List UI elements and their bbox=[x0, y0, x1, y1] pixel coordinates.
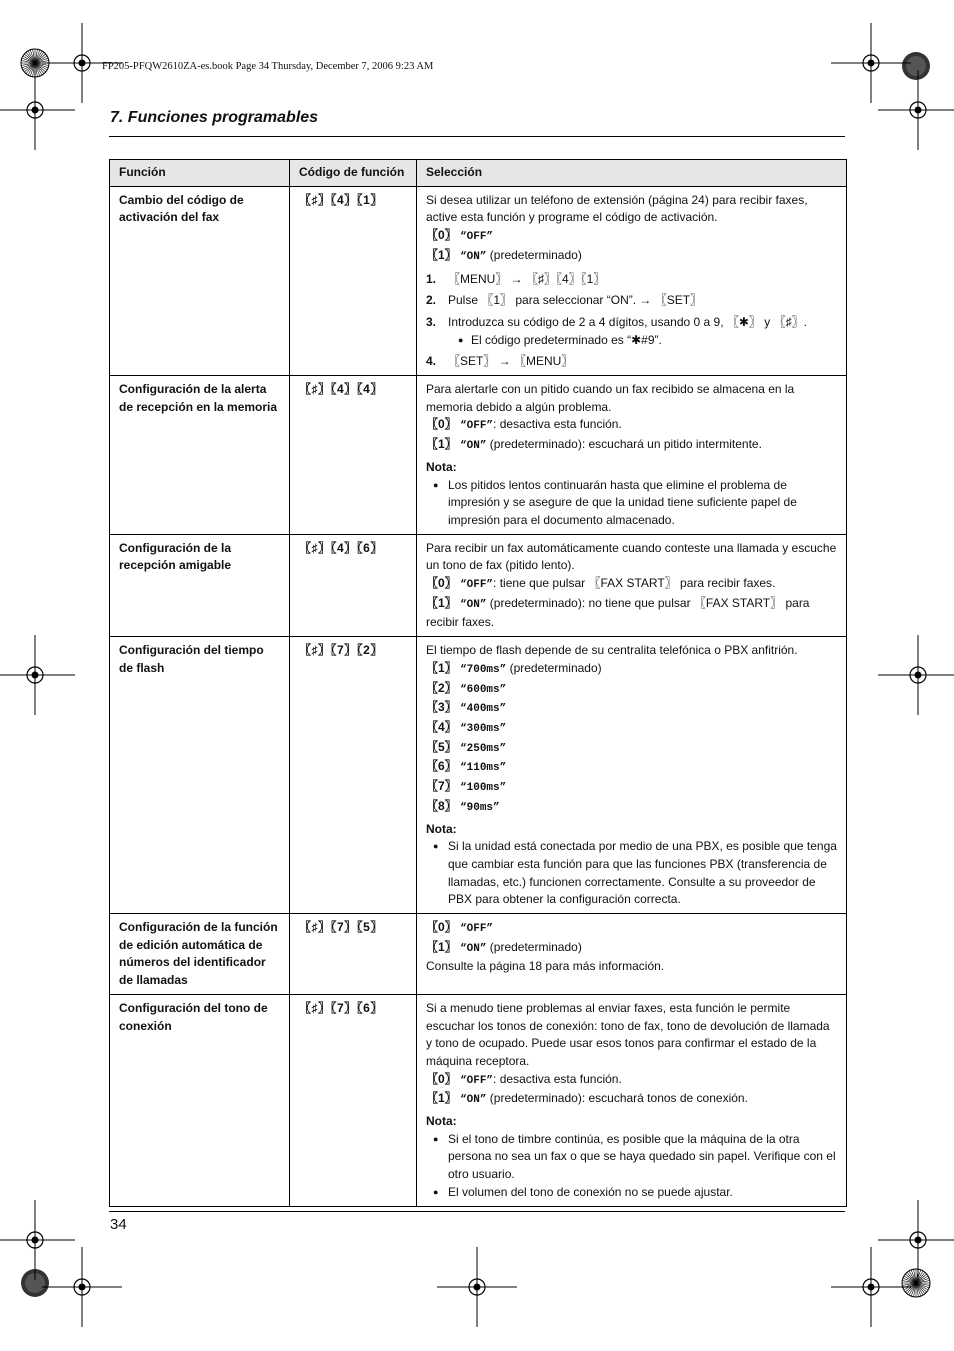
option-value: “110ms” bbox=[460, 762, 507, 775]
option-value: “OFF” bbox=[460, 420, 494, 433]
footer-rule bbox=[109, 1211, 845, 1212]
step-line bbox=[426, 314, 837, 332]
table-row bbox=[110, 914, 847, 995]
function-code: 〖♯〗〖7〗〖6〗 bbox=[290, 994, 417, 1206]
function-code: 〖♯〗〖7〗〖5〗 bbox=[290, 914, 417, 995]
option-key: 〖1〗 bbox=[426, 437, 457, 452]
option-key: 〖4〗 bbox=[426, 719, 457, 734]
option-key: 〖1〗 bbox=[426, 595, 457, 610]
description-text: Para recibir un fax automáticamente cuando conteste una llamada y escuche un tono de fax (pitido lento). bbox=[426, 540, 837, 573]
option-key: 〖1〗 bbox=[426, 1091, 457, 1106]
option-key: 〖1〗 bbox=[426, 939, 457, 954]
option-desc: (predeterminado): no tiene que pulsar 〖FAX START〗 para recibir faxes. bbox=[426, 595, 810, 630]
option-value: “OFF” bbox=[460, 231, 494, 244]
option-desc: (predeterminado): escuchará tonos de conexión. bbox=[486, 1091, 748, 1106]
option-key: 〖5〗 bbox=[426, 739, 457, 754]
note-bullet: ● Los pitidos lentos continuarán hasta que elimine el problema de impresión y se asegure de que la unidad tiene suficiente papel de impresión para el documento almacenado. bbox=[426, 477, 837, 530]
section-title: 7. Funciones programables bbox=[110, 109, 319, 126]
crosshair-icon bbox=[878, 635, 954, 715]
header-function: Función bbox=[110, 160, 290, 187]
function-name: Configuración de la función de edición automática de números del identificador de llamadas bbox=[110, 914, 290, 995]
selection-cell bbox=[417, 534, 847, 637]
option-desc: (predeterminado) bbox=[486, 247, 582, 262]
option-value: “ON” bbox=[460, 250, 487, 263]
option-line bbox=[426, 436, 837, 456]
step-text: Introduzca su código de 2 a 4 dígitos, usando 0 a 9, 〖✱〗 y 〖♯〗. bbox=[448, 314, 807, 329]
header-rule bbox=[109, 136, 845, 137]
note-heading: Nota: bbox=[426, 821, 457, 836]
selection-cell bbox=[417, 914, 847, 995]
option-line bbox=[426, 778, 837, 798]
table-row bbox=[110, 186, 847, 375]
note-bullet: ● Si la unidad está conectada por medio de una PBX, es posible que tenga que cambiar esta función para que las funciones PBX (transferencia de llamadas, etc.) funcionen correctamente. Consulte a su proveedor de PBX para obtener la configuración correcta. bbox=[426, 838, 837, 909]
description-text: Si desea utilizar un teléfono de extensión (página 24) para recibir faxes, active esta función y programe el código de activación. bbox=[426, 192, 808, 225]
option-line bbox=[426, 575, 837, 595]
table-row bbox=[110, 534, 847, 637]
function-name: Configuración de la recepción amigable bbox=[110, 534, 290, 637]
selection-cell bbox=[417, 376, 847, 535]
option-line bbox=[426, 227, 837, 247]
option-value: “OFF” bbox=[460, 923, 494, 936]
function-code: 〖♯〗〖7〗〖2〗 bbox=[290, 637, 417, 914]
option-line bbox=[426, 595, 837, 632]
option-line bbox=[426, 739, 837, 759]
option-line bbox=[426, 660, 837, 680]
option-key: 〖0〗 bbox=[426, 228, 457, 243]
option-key: 〖6〗 bbox=[426, 759, 457, 774]
function-name: Cambio del código de activación del fax bbox=[110, 186, 290, 375]
option-key: 〖2〗 bbox=[426, 680, 457, 695]
option-key: 〖3〗 bbox=[426, 700, 457, 715]
option-value: “ON” bbox=[460, 440, 487, 453]
crosshair-icon bbox=[831, 1247, 911, 1327]
option-line bbox=[426, 798, 837, 818]
option-value: “OFF” bbox=[460, 579, 494, 592]
option-line bbox=[426, 699, 837, 719]
selection-cell bbox=[417, 637, 847, 914]
step-line bbox=[426, 292, 837, 310]
option-value: “ON” bbox=[460, 598, 487, 611]
step-text: Pulse 〖1〗 para seleccionar “ON”. → 〖SET〗 bbox=[448, 293, 703, 308]
option-line bbox=[426, 1090, 837, 1110]
table-row bbox=[110, 376, 847, 535]
description-text: Si a menudo tiene problemas al enviar faxes, esta función le permite escuchar los tonos de conexión: tono de fax, tono de devolución de llamada y tono de ocupado. Puede usar esos tonos para confirmar el estado de la máquina receptora. bbox=[426, 1000, 830, 1068]
function-code: 〖♯〗〖4〗〖6〗 bbox=[290, 534, 417, 637]
book-file-line: FP205-PFQW2610ZA-es.book Page 34 Thursday, December 7, 2006 9:23 AM bbox=[102, 61, 434, 72]
option-value: “OFF” bbox=[460, 1074, 494, 1087]
option-desc: : desactiva esta función. bbox=[493, 417, 622, 432]
function-code: 〖♯〗〖4〗〖4〗 bbox=[290, 376, 417, 535]
option-desc: : tiene que pulsar 〖FAX START〗 para recibir faxes. bbox=[493, 576, 776, 591]
option-line bbox=[426, 1071, 837, 1091]
option-key: 〖7〗 bbox=[426, 779, 457, 794]
option-value: “700ms” bbox=[460, 663, 507, 676]
step-line bbox=[426, 271, 837, 289]
option-value: “ON” bbox=[460, 942, 487, 955]
option-key: 〖0〗 bbox=[426, 576, 457, 591]
function-name: Configuración de la alerta de recepción en la memoria bbox=[110, 376, 290, 535]
option-value: “400ms” bbox=[460, 703, 507, 716]
option-line bbox=[426, 719, 837, 739]
function-name: Configuración del tono de conexión bbox=[110, 994, 290, 1206]
option-desc: (predeterminado): escuchará un pitido intermitente. bbox=[486, 437, 762, 452]
option-value: “600ms” bbox=[460, 683, 507, 696]
option-line bbox=[426, 416, 837, 436]
note-bullet: ● Si el tono de timbre continúa, es posible que la máquina de la otra persona no sea un fax o que se haya quedado sin papel. Verifique con el otro usuario. bbox=[426, 1131, 837, 1184]
function-code: 〖♯〗〖4〗〖1〗 bbox=[290, 186, 417, 375]
option-desc: (predeterminado) bbox=[506, 660, 602, 675]
selection-cell bbox=[417, 186, 847, 375]
crosshair-icon bbox=[42, 1247, 122, 1327]
table-row bbox=[110, 994, 847, 1206]
crosshair-icon bbox=[878, 70, 954, 150]
option-desc: : desactiva esta función. bbox=[493, 1071, 622, 1086]
header-selection: Selección bbox=[417, 160, 847, 187]
note-heading: Nota: bbox=[426, 1114, 457, 1129]
step-text: 〖MENU〗 → 〖♯〗〖4〗〖1〗 bbox=[448, 271, 606, 286]
crosshair-icon bbox=[0, 635, 75, 715]
option-value: “250ms” bbox=[460, 742, 507, 755]
option-value: “90ms” bbox=[460, 801, 500, 814]
option-line bbox=[426, 919, 837, 939]
header-code: Código de función bbox=[290, 160, 417, 187]
note-heading: Nota: bbox=[426, 459, 457, 474]
function-name: Configuración del tiempo de flash bbox=[110, 637, 290, 914]
step-text: 〖SET〗 → 〖MENU〗 bbox=[448, 354, 574, 369]
option-value: “ON” bbox=[460, 1094, 487, 1107]
step-number: 2. bbox=[426, 293, 437, 308]
option-line bbox=[426, 680, 837, 700]
option-key: 〖1〗 bbox=[426, 247, 457, 262]
crosshair-icon bbox=[437, 1247, 517, 1327]
page-number: 34 bbox=[110, 1216, 127, 1233]
option-key: 〖0〗 bbox=[426, 417, 457, 432]
option-line bbox=[426, 247, 837, 267]
option-key: 〖8〗 bbox=[426, 798, 457, 813]
option-value: “300ms” bbox=[460, 722, 507, 735]
option-key: 〖0〗 bbox=[426, 1071, 457, 1086]
option-line bbox=[426, 939, 837, 959]
table-row bbox=[110, 637, 847, 914]
table-header-row bbox=[110, 160, 847, 187]
step-line bbox=[426, 353, 837, 371]
step-number: 3. bbox=[426, 314, 437, 329]
step-number: 4. bbox=[426, 354, 437, 369]
note-bullet: ● El volumen del tono de conexión no se puede ajustar. bbox=[426, 1184, 837, 1202]
description-text: El tiempo de flash depende de su centralita telefónica o PBX anfitrión. bbox=[426, 643, 798, 658]
functions-table bbox=[109, 159, 847, 1207]
step-note: ● El código predeterminado es “✱#9”. bbox=[426, 332, 837, 350]
option-desc: (predeterminado) bbox=[486, 939, 582, 954]
crosshair-icon bbox=[0, 70, 75, 150]
option-key: 〖0〗 bbox=[426, 920, 457, 935]
option-key: 〖1〗 bbox=[426, 660, 457, 675]
option-value: “100ms” bbox=[460, 782, 507, 795]
step-number: 1. bbox=[426, 271, 437, 286]
selection-cell bbox=[417, 994, 847, 1206]
description-text: Consulte la página 18 para más información. bbox=[426, 959, 665, 974]
description-text: Para alertarle con un pitido cuando un fax recibido se almacena en la memoria debido a algún problema. bbox=[426, 382, 795, 414]
option-line bbox=[426, 758, 837, 778]
